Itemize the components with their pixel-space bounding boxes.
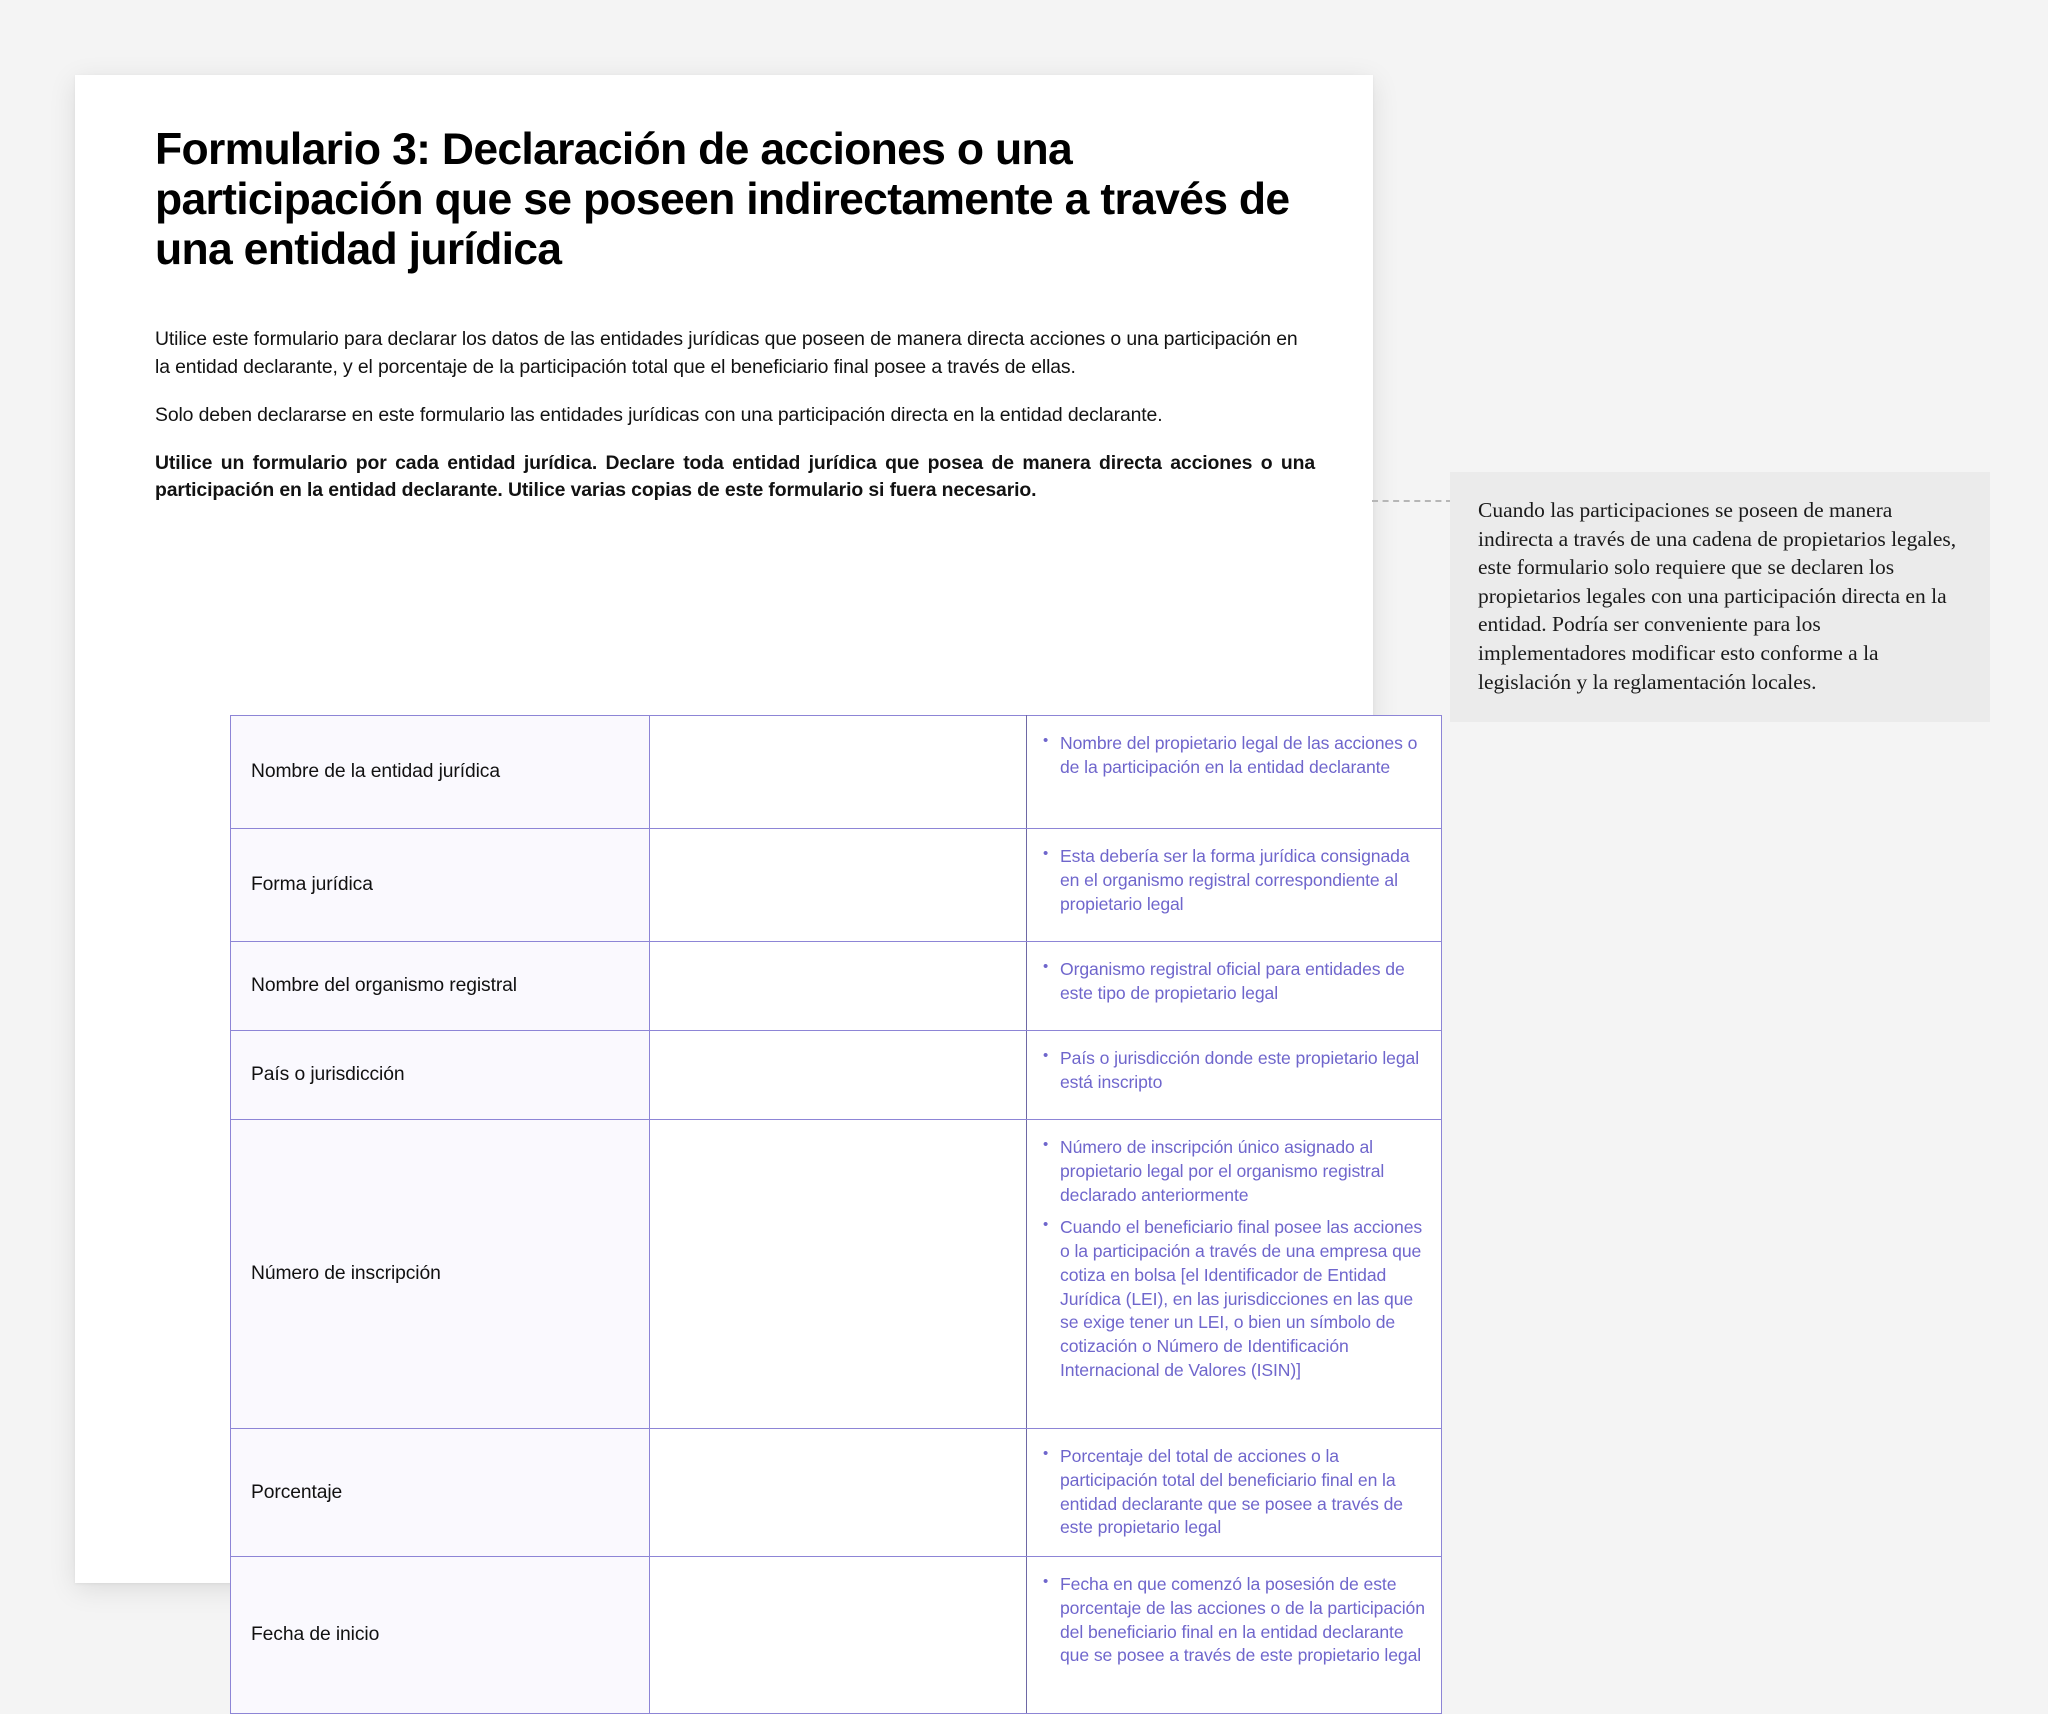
table-row (231, 716, 1442, 829)
hint-list (1039, 1573, 1425, 1668)
field-label: Fecha de inicio (231, 1557, 650, 1714)
intro-paragraph-2: Solo deben declararse en este formulario las entidades jurídicas con una participación directa en la entidad declarante. (155, 403, 1163, 426)
field-input-cell[interactable] (650, 716, 1027, 829)
hint-item: • Esta debería ser la forma jurídica consignada en el organismo registral correspondiente al propietario legal (1039, 845, 1425, 916)
hint-item: • País o jurisdicción donde este propietario legal está inscripto (1039, 1047, 1425, 1095)
hint-list (1039, 732, 1425, 780)
field-input-cell[interactable] (650, 1120, 1027, 1429)
field-label: Porcentaje (231, 1429, 650, 1557)
field-hint-cell (1027, 1031, 1442, 1120)
field-hint-cell (1027, 716, 1442, 829)
hint-item: • Fecha en que comenzó la posesión de este porcentaje de las acciones o de la participación del beneficiario final en la entidad declarante que se posee a través de este propietario legal (1039, 1573, 1425, 1668)
hint-list (1039, 845, 1425, 916)
table-row (231, 1557, 1442, 1714)
field-input-cell[interactable] (650, 1429, 1027, 1557)
page-content (155, 125, 1315, 505)
field-input-cell[interactable] (650, 1557, 1027, 1714)
hint-list (1039, 1047, 1425, 1095)
field-hint-cell (1027, 1557, 1442, 1714)
hint-item: • Nombre del propietario legal de las acciones o de la participación en la entidad declarante (1039, 732, 1425, 780)
page-title: Formulario 3: Declaración de acciones o una participación que se poseen indirectamente a través de una entidad jurídica (155, 125, 1290, 274)
intro-paragraph-bold: Utilice un formulario por cada entidad jurídica. Declare toda entidad jurídica que posea de manera directa acciones o una participación en la entidad declarante. Utilice varias copias de este formulario si fuera necesario. (155, 451, 1315, 502)
hint-item: • Número de inscripción único asignado al propietario legal por el organismo registral declarado anteriormente (1039, 1136, 1425, 1207)
field-input-cell[interactable] (650, 829, 1027, 942)
annotation-text: Cuando las participaciones se poseen de manera indirecta a través de una cadena de propietarios legales, este formulario solo requiere que se declaren los propietarios legales con una participación directa en la entidad. Podría ser conveniente para los implementadores modificar esto conforme a la legislación y la reglamentación locales. (1478, 498, 1957, 694)
table-row (231, 829, 1442, 942)
hint-item: • Organismo registral oficial para entidades de este tipo de propietario legal (1039, 958, 1425, 1006)
table-row (231, 1031, 1442, 1120)
intro-section (155, 326, 1315, 505)
table-row (231, 942, 1442, 1031)
hint-list (1039, 1136, 1425, 1383)
field-label: Forma jurídica (231, 829, 650, 942)
field-hint-cell (1027, 829, 1442, 942)
side-annotation-box (1450, 472, 1990, 722)
field-hint-cell (1027, 1120, 1442, 1429)
table-row (231, 1429, 1442, 1557)
field-input-cell[interactable] (650, 942, 1027, 1031)
field-hint-cell (1027, 942, 1442, 1031)
document-page-card (75, 75, 1425, 1666)
hint-item: • Cuando el beneficiario final posee las acciones o la participación a través de una empresa que cotiza en bolsa [el Identificador de Entidad Jurídica (LEI), en las jurisdicciones en las que se exige tener un LEI, o bien un símbolo de cotización o Número de Identificación Internacional de Valores (ISIN)] (1039, 1216, 1425, 1382)
field-input-cell[interactable] (650, 1031, 1027, 1120)
field-hint-cell (1027, 1429, 1442, 1557)
annotation-connector-line (1372, 500, 1452, 502)
hint-item: • Porcentaje del total de acciones o la participación total del beneficiario final en la entidad declarante que se posee a través de este propietario legal (1039, 1445, 1425, 1540)
field-label: Nombre de la entidad jurídica (231, 716, 650, 829)
field-label: País o jurisdicción (231, 1031, 650, 1120)
hint-list (1039, 1445, 1425, 1540)
field-label: Nombre del organismo registral (231, 942, 650, 1031)
table-row (231, 1120, 1442, 1429)
field-label: Número de inscripción (231, 1120, 650, 1429)
intro-paragraph-1: Utilice este formulario para declarar los datos de las entidades jurídicas que poseen de manera directa acciones o una participación en la entidad declarante, y el porcentaje de la participación total que el beneficiario final posee a través de ellas. (155, 328, 1298, 379)
declaration-form-table (230, 715, 1442, 1714)
hint-list (1039, 958, 1425, 1006)
